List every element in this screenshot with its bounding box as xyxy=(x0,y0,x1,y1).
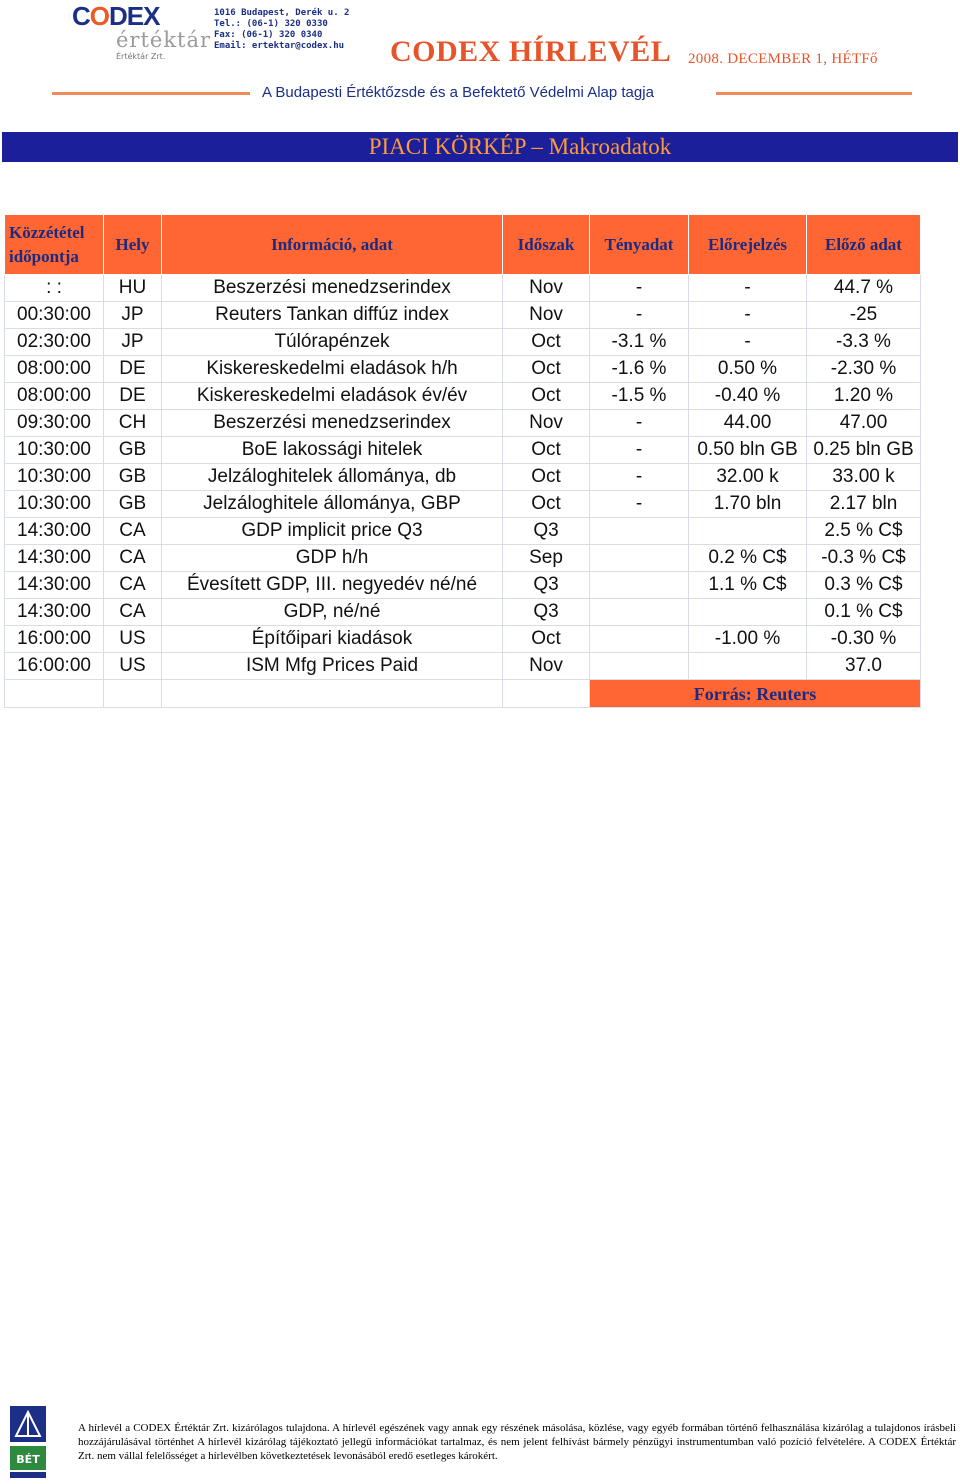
previous-cell: 2.17 bln xyxy=(807,491,921,518)
release-time-cell: 10:30:00 xyxy=(5,464,104,491)
information-cell: Évesített GDP, III. negyedév né/né xyxy=(162,572,503,599)
period-cell: Oct xyxy=(503,383,590,410)
bet-badge-icon xyxy=(8,1402,48,1482)
period-cell: Q3 xyxy=(503,518,590,545)
contact-phone: Tel.: (06-1) 320 0330 xyxy=(214,19,328,29)
information-cell: BoE lakossági hitelek xyxy=(162,437,503,464)
period-cell: Nov xyxy=(503,275,590,302)
forecast-cell: 0.50 bln GB xyxy=(689,437,807,464)
codex-logo xyxy=(72,1,212,63)
logo-wordmark: CODEX xyxy=(72,1,160,31)
location-cell: JP xyxy=(104,302,162,329)
actual-cell: - xyxy=(590,410,689,437)
logo-tagline: Értéktár Zrt. xyxy=(116,52,166,61)
period-cell: Nov xyxy=(503,302,590,329)
table-row xyxy=(5,599,921,626)
information-cell: GDP h/h xyxy=(162,545,503,572)
location-cell: US xyxy=(104,626,162,653)
location-cell: JP xyxy=(104,329,162,356)
column-header-release-time: Közzététel időpontja xyxy=(5,215,104,275)
location-cell: DE xyxy=(104,356,162,383)
previous-cell: 0.1 % C$ xyxy=(807,599,921,626)
release-time-cell: 16:00:00 xyxy=(5,653,104,680)
location-cell: CA xyxy=(104,545,162,572)
previous-cell: 33.00 k xyxy=(807,464,921,491)
information-cell: Beszerzési menedzserindex xyxy=(162,275,503,302)
table-row xyxy=(5,329,921,356)
period-cell: Q3 xyxy=(503,572,590,599)
previous-cell: -2.30 % xyxy=(807,356,921,383)
previous-cell: -25 xyxy=(807,302,921,329)
release-time-cell: 14:30:00 xyxy=(5,599,104,626)
column-header-forecast: Előrejelzés xyxy=(689,215,807,275)
actual-cell: -1.5 % xyxy=(590,383,689,410)
table-row xyxy=(5,275,921,302)
logo-subtitle: értéktár xyxy=(116,28,212,52)
forecast-cell xyxy=(689,653,807,680)
table-row xyxy=(5,383,921,410)
badge-label: BÉT xyxy=(16,1453,40,1466)
actual-cell: -1.6 % xyxy=(590,356,689,383)
table-row xyxy=(5,572,921,599)
previous-cell: 1.20 % xyxy=(807,383,921,410)
forecast-cell: 0.2 % C$ xyxy=(689,545,807,572)
table-row xyxy=(5,545,921,572)
actual-cell xyxy=(590,545,689,572)
period-cell: Oct xyxy=(503,329,590,356)
forecast-cell: - xyxy=(689,302,807,329)
actual-cell: -3.1 % xyxy=(590,329,689,356)
empty-cell xyxy=(162,680,503,708)
information-cell: Beszerzési menedzserindex xyxy=(162,410,503,437)
actual-cell xyxy=(590,572,689,599)
column-header-period: Időszak xyxy=(503,215,590,275)
table-row xyxy=(5,356,921,383)
actual-cell xyxy=(590,653,689,680)
release-time-cell: 09:30:00 xyxy=(5,410,104,437)
release-time-cell: 16:00:00 xyxy=(5,626,104,653)
section-title: PIACI KÖRKÉP – Makroadatok xyxy=(368,134,672,159)
previous-cell: 2.5 % C$ xyxy=(807,518,921,545)
contact-block xyxy=(214,8,394,52)
actual-cell xyxy=(590,518,689,545)
column-header-previous: Előző adat xyxy=(807,215,921,275)
forecast-cell: - xyxy=(689,275,807,302)
previous-cell: 0.3 % C$ xyxy=(807,572,921,599)
release-time-cell: 14:30:00 xyxy=(5,572,104,599)
forecast-cell: 32.00 k xyxy=(689,464,807,491)
information-cell: Jelzáloghitele állománya, GBP xyxy=(162,491,503,518)
forecast-cell: - xyxy=(689,329,807,356)
location-cell: GB xyxy=(104,464,162,491)
table-row xyxy=(5,437,921,464)
table-row xyxy=(5,518,921,545)
information-cell: GDP implicit price Q3 xyxy=(162,518,503,545)
release-time-cell: 14:30:00 xyxy=(5,518,104,545)
table-row xyxy=(5,653,921,680)
previous-cell: 47.00 xyxy=(807,410,921,437)
source-row xyxy=(5,680,921,708)
actual-cell xyxy=(590,626,689,653)
previous-cell: 0.25 bln GB xyxy=(807,437,921,464)
column-header-location: Hely xyxy=(104,215,162,275)
issue-date: 2008. DECEMBER 1, HÉTFő xyxy=(688,51,878,67)
information-cell: Kiskereskedelmi eladások h/h xyxy=(162,356,503,383)
release-time-cell: 00:30:00 xyxy=(5,302,104,329)
forecast-cell xyxy=(689,518,807,545)
period-cell: Q3 xyxy=(503,599,590,626)
header-divider-left xyxy=(52,92,250,95)
information-cell: Túlórapénzek xyxy=(162,329,503,356)
forecast-cell: 0.50 % xyxy=(689,356,807,383)
release-time-cell: 08:00:00 xyxy=(5,383,104,410)
location-cell: GB xyxy=(104,491,162,518)
previous-cell: -0.3 % C$ xyxy=(807,545,921,572)
location-cell: CA xyxy=(104,599,162,626)
release-time-cell: 10:30:00 xyxy=(5,437,104,464)
release-time-cell: 08:00:00 xyxy=(5,356,104,383)
period-cell: Oct xyxy=(503,626,590,653)
period-cell: Nov xyxy=(503,653,590,680)
forecast-cell: -0.40 % xyxy=(689,383,807,410)
period-cell: Oct xyxy=(503,464,590,491)
contact-fax: Fax: (06-1) 320 0340 xyxy=(214,30,323,40)
location-cell: US xyxy=(104,653,162,680)
location-cell: DE xyxy=(104,383,162,410)
previous-cell: -0.30 % xyxy=(807,626,921,653)
information-cell: ISM Mfg Prices Paid xyxy=(162,653,503,680)
table-row xyxy=(5,491,921,518)
release-time-cell: : : xyxy=(5,275,104,302)
period-cell: Oct xyxy=(503,491,590,518)
actual-cell: - xyxy=(590,491,689,518)
forecast-cell: 44.00 xyxy=(689,410,807,437)
information-cell: Reuters Tankan diffúz index xyxy=(162,302,503,329)
release-time-cell: 10:30:00 xyxy=(5,491,104,518)
table-row xyxy=(5,302,921,329)
column-header-information: Információ, adat xyxy=(162,215,503,275)
empty-cell xyxy=(503,680,590,708)
release-time-cell: 02:30:00 xyxy=(5,329,104,356)
location-cell: GB xyxy=(104,437,162,464)
information-cell: Jelzáloghitelek állománya, db xyxy=(162,464,503,491)
source-label: Forrás: Reuters xyxy=(590,680,921,708)
table-body xyxy=(5,275,921,708)
table-row xyxy=(5,410,921,437)
forecast-cell: 1.1 % C$ xyxy=(689,572,807,599)
legal-disclaimer: A hírlevél a CODEX Értéktár Zrt. kizárólagos tulajdona. A hírlevél egészének vagy annak egy részének másolása, közlése, vagy egyéb formában történő felhasználása kizárólag a tulajdonos írásbeli hozzájárulásával történhet A hírlevél kizárólag tájékoztató jellegű információkat tartalmaz, és nem jelent felhívást bármely pénzügyi instrumentumban való pozíció felvételére. A CODEX Értéktár Zrt. nem vállal felelősséget a hírlevélben következtetések levonásából eredő esetleges károkért. xyxy=(78,1422,956,1462)
actual-cell: - xyxy=(590,464,689,491)
previous-cell: 44.7 % xyxy=(807,275,921,302)
location-cell: CA xyxy=(104,518,162,545)
location-cell: CH xyxy=(104,410,162,437)
actual-cell: - xyxy=(590,302,689,329)
newsletter-title: CODEX HÍRLEVÉL xyxy=(390,35,672,68)
period-cell: Oct xyxy=(503,437,590,464)
location-cell: CA xyxy=(104,572,162,599)
release-time-cell: 14:30:00 xyxy=(5,545,104,572)
empty-cell xyxy=(5,680,104,708)
forecast-cell xyxy=(689,599,807,626)
table-header-row xyxy=(5,215,921,275)
previous-cell: -3.3 % xyxy=(807,329,921,356)
period-cell: Oct xyxy=(503,356,590,383)
table-row xyxy=(5,626,921,653)
actual-cell: - xyxy=(590,275,689,302)
membership-tagline: A Budapesti Értéktőzsde és a Befektető Védelmi Alap tagja xyxy=(262,84,654,101)
period-cell: Sep xyxy=(503,545,590,572)
section-banner xyxy=(2,132,958,162)
contact-email[interactable]: Email: ertektar@codex.hu xyxy=(214,41,345,51)
forecast-cell: 1.70 bln xyxy=(689,491,807,518)
information-cell: Építőipari kiadások xyxy=(162,626,503,653)
information-cell: Kiskereskedelmi eladások év/év xyxy=(162,383,503,410)
forecast-cell: -1.00 % xyxy=(689,626,807,653)
table-row xyxy=(5,464,921,491)
information-cell: GDP, né/né xyxy=(162,599,503,626)
column-header-actual: Tényadat xyxy=(590,215,689,275)
period-cell: Nov xyxy=(503,410,590,437)
macro-data-table xyxy=(4,214,921,708)
empty-cell xyxy=(104,680,162,708)
actual-cell xyxy=(590,599,689,626)
location-cell: HU xyxy=(104,275,162,302)
contact-address: 1016 Budapest, Derék u. 2 xyxy=(214,8,350,18)
previous-cell: 37.0 xyxy=(807,653,921,680)
header-divider-right xyxy=(716,92,912,95)
actual-cell: - xyxy=(590,437,689,464)
